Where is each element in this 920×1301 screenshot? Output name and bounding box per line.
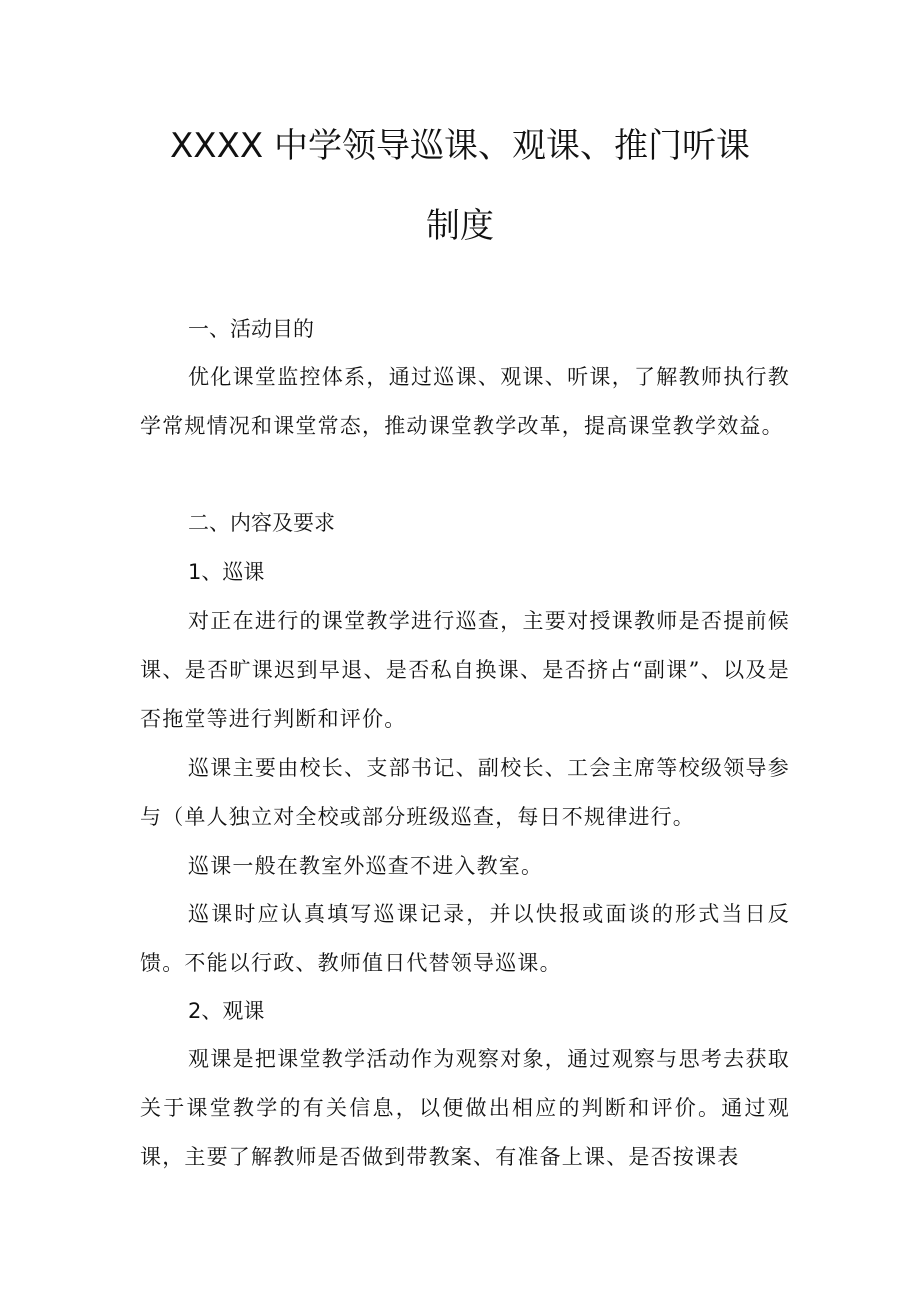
paragraph-patrol-1: 对正在进行的课堂教学进行巡查，主要对授课教师是否提前候课、是否旷课迟到早退、是否私自换课、是否挤占“副课”、以及是否拖堂等进行判断和评价。 [140, 609, 790, 731]
document-title-line-2: 制度 [426, 206, 494, 246]
subsection-heading-observe: 2、观课 [188, 999, 265, 1023]
paragraph-patrol-2: 巡课主要由校长、支部书记、副校长、工会主席等校级领导参与（单人独立对全校或部分班级巡查，每日不规律进行。 [140, 756, 790, 829]
section-heading-content: 二、内容及要求 [188, 511, 335, 535]
paragraph-purpose: 优化课堂监控体系，通过巡课、观课、听课，了解教师执行教学常规情况和课堂常态，推动课堂教学改革，提高课堂教学效益。 [140, 365, 790, 438]
paragraph-patrol-3: 巡课一般在教室外巡查不进入教室。 [188, 854, 544, 878]
paragraph-patrol-4: 巡课时应认真填写巡课记录，并以快报或面谈的形式当日反馈。不能以行政、教师值日代替领导巡课。 [140, 902, 790, 975]
document-title-line-1: XXXX 中学领导巡课、观课、推门听课 [170, 126, 750, 166]
section-heading-purpose: 一、活动目的 [188, 317, 314, 341]
paragraph-observe-1: 观课是把课堂教学活动作为观察对象，通过观察与思考去获取关于课堂教学的有关信息，以便做出相应的判断和评价。通过观课，主要了解教师是否做到带教案、有准备上课、是否按课表 [140, 1047, 790, 1169]
subsection-heading-patrol: 1、巡课 [188, 560, 265, 584]
